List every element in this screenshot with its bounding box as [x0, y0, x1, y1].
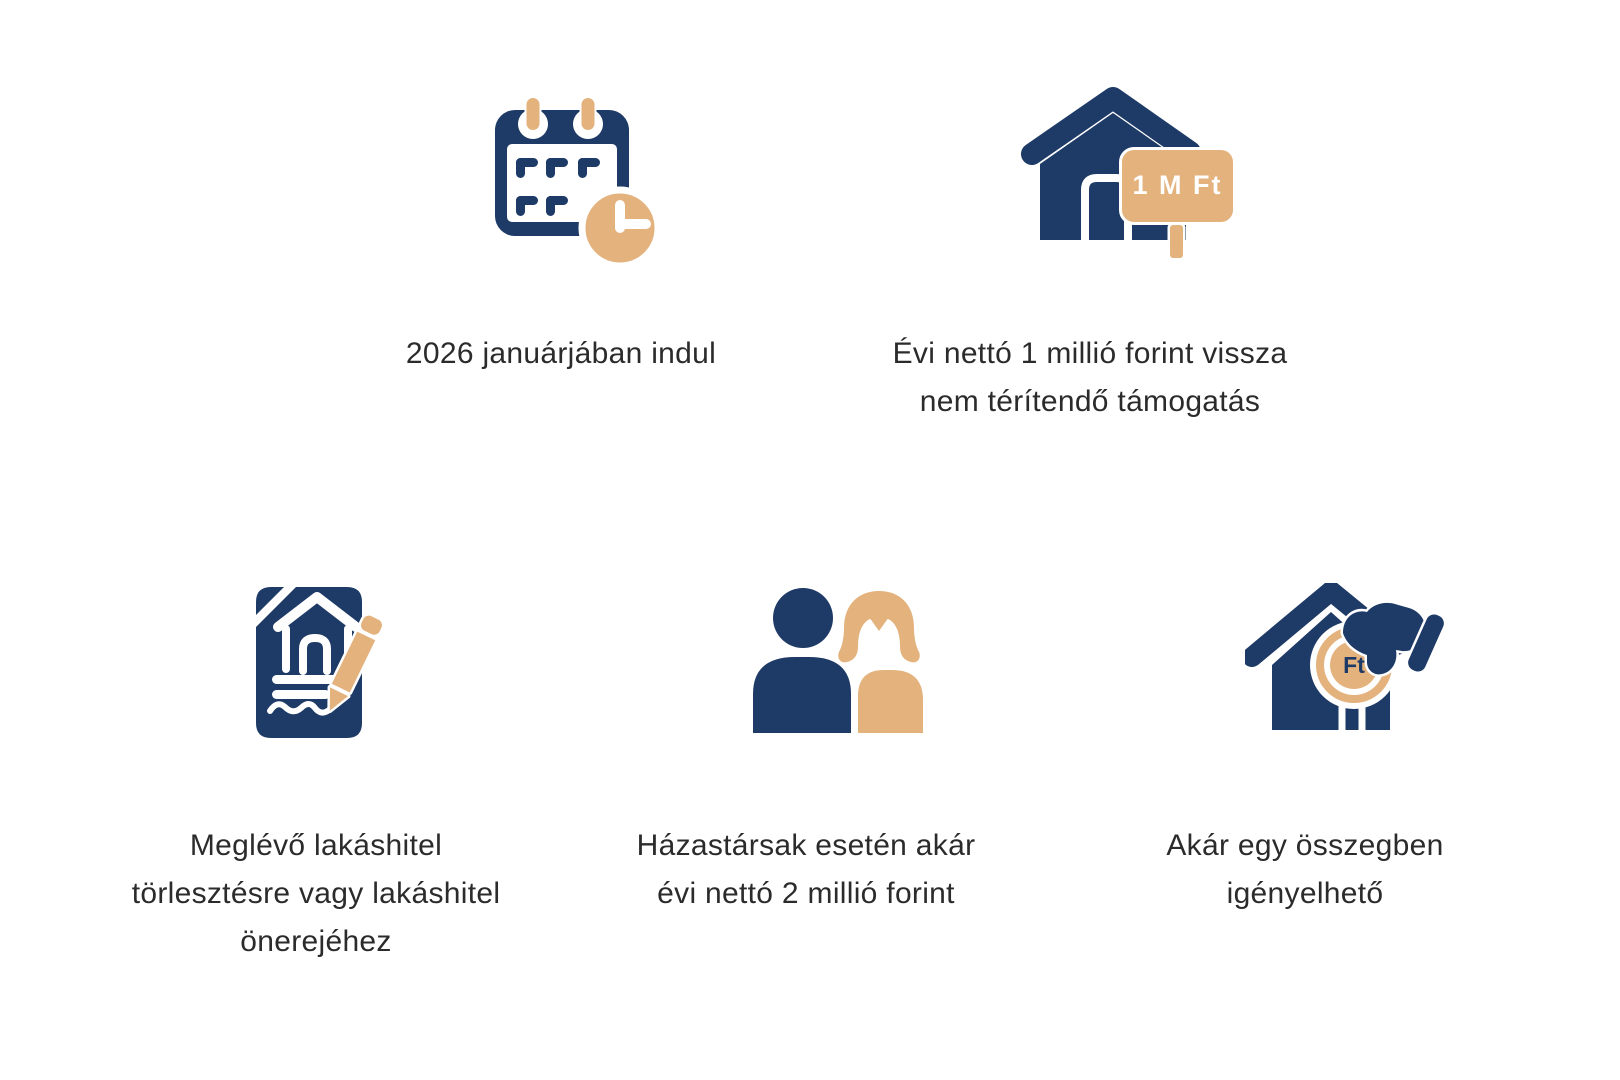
couple-icon: [746, 584, 928, 739]
house-price-sign-icon-svg: [1020, 86, 1235, 261]
man-torso: [753, 657, 851, 733]
coin-label: Ft: [1343, 652, 1365, 679]
caption-line: Házastársak esetén akár: [636, 829, 976, 862]
man-head: [773, 588, 833, 648]
calendar-clock-icon-svg: [478, 88, 668, 273]
caption-line: évi nettó 2 millió forint: [657, 877, 955, 910]
caption-line: igényelhető: [1226, 877, 1384, 910]
clock-glyph: [582, 190, 658, 266]
caption-line: Akár egy összegben: [1166, 829, 1444, 862]
loan-contract-icon-svg: [254, 585, 394, 740]
feature-caption-annual-grant: [840, 330, 1340, 426]
caption-line: Évi nettó 1 millió forint vissza: [892, 337, 1288, 370]
caption-line: 2026 januárjában indul: [405, 337, 717, 370]
caption-line: Meglévő lakáshitel: [189, 829, 443, 862]
price-sign: [1122, 150, 1233, 258]
feature-caption-spouses-amount: [556, 822, 1056, 918]
binder-post: [527, 98, 540, 130]
couple-icon-svg: [746, 584, 928, 734]
sign-post: [1170, 225, 1183, 258]
house-coin-hand-icon: [1245, 583, 1450, 740]
man-figure: [753, 588, 851, 733]
feature-caption-launch-date: [311, 330, 811, 378]
feature-caption-lump-sum: [1055, 822, 1555, 918]
feature-caption-loan-usage: [66, 822, 566, 966]
sign-label: 1 M Ft: [1132, 170, 1223, 201]
calendar-glyph: [495, 98, 658, 266]
caption-line: nem térítendő támogatás: [919, 385, 1261, 418]
caption-line: törlesztésre vagy lakáshitel: [131, 877, 501, 910]
calendar-clock-icon: [478, 88, 668, 278]
caption-line: önerejéhez: [240, 925, 392, 958]
loan-contract-icon: [254, 585, 394, 745]
text-line: [272, 690, 330, 699]
house-price-sign-icon: [1020, 86, 1235, 266]
house-coin-hand-icon-svg: [1245, 583, 1450, 735]
binder-post: [582, 98, 595, 130]
woman-torso: [858, 670, 923, 733]
